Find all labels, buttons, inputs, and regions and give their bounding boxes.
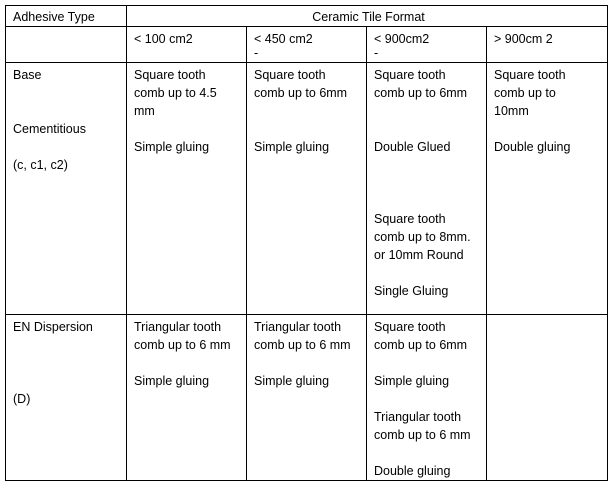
comb-text: comb up to 8mm. bbox=[374, 230, 471, 244]
cementitious-f2-cell bbox=[247, 63, 367, 315]
comb-text: Square tooth bbox=[254, 68, 326, 82]
cementitious-f1-cell bbox=[127, 63, 247, 315]
cementitious-name-line2: Cementitious bbox=[13, 122, 86, 136]
cementitious-name-cell bbox=[6, 63, 127, 315]
format-cell-f4 bbox=[487, 27, 608, 63]
comb-text: Triangular tooth bbox=[374, 410, 462, 424]
adhesive-type-header bbox=[6, 6, 127, 27]
comb-text: or 10mm Round bbox=[374, 248, 464, 262]
format-label-f3: < 900cm2 bbox=[374, 32, 430, 46]
comb-text: Triangular tooth bbox=[134, 320, 222, 334]
format-label-f4: > 900cm 2 bbox=[494, 32, 553, 46]
ceramic-tile-format-header bbox=[127, 6, 608, 27]
cementitious-f3-cell bbox=[367, 63, 487, 315]
comb-text: Triangular tooth bbox=[254, 320, 342, 334]
cementitious-f4-cell bbox=[487, 63, 608, 315]
gluing-text: Double gluing bbox=[494, 140, 571, 154]
dispersion-f3-cell bbox=[367, 315, 487, 481]
comb-text: comb up to 6mm bbox=[374, 86, 468, 100]
dispersion-f2-cell bbox=[247, 315, 367, 481]
cementitious-name-line1: Base bbox=[13, 68, 42, 82]
gluing-text: Double gluing bbox=[374, 464, 451, 478]
comb-text: comb up to 4.5 bbox=[134, 86, 217, 100]
dispersion-row bbox=[6, 315, 608, 481]
comb-text: comb up to 6mm bbox=[254, 86, 348, 100]
format-cell-f3 bbox=[367, 27, 487, 63]
comb-text: comb up to 6 mm bbox=[254, 338, 351, 352]
format-label-f2: < 450 cm2 bbox=[254, 32, 313, 46]
comb-text: comb up to 6 mm bbox=[134, 338, 231, 352]
format-mark-f3: - bbox=[374, 46, 379, 60]
header-row bbox=[6, 6, 608, 27]
format-cell-f1 bbox=[127, 27, 247, 63]
gluing-text: Simple gluing bbox=[254, 374, 330, 388]
comb-text: Square tooth bbox=[374, 212, 446, 226]
format-cell-f2 bbox=[247, 27, 367, 63]
comb-text: Square tooth bbox=[374, 320, 446, 334]
ceramic-tile-format-header-text: Ceramic Tile Format bbox=[312, 10, 425, 24]
gluing-text: Single Gluing bbox=[374, 284, 449, 298]
comb-text: comb up to bbox=[494, 86, 556, 100]
comb-text: mm bbox=[134, 104, 155, 118]
format-row-blank-cell bbox=[6, 27, 127, 63]
dispersion-name-cell bbox=[6, 315, 127, 481]
gluing-text: Simple gluing bbox=[134, 140, 210, 154]
comb-text: Square tooth bbox=[374, 68, 446, 82]
format-row bbox=[6, 27, 608, 63]
adhesive-type-header-text: Adhesive Type bbox=[13, 10, 95, 24]
gluing-text: Double Glued bbox=[374, 140, 451, 154]
dispersion-f1-cell bbox=[127, 315, 247, 481]
dispersion-name-line1: EN Dispersion bbox=[13, 320, 93, 334]
gluing-text: Simple gluing bbox=[134, 374, 210, 388]
format-mark-f2: - bbox=[254, 46, 259, 60]
gluing-text: Simple gluing bbox=[254, 140, 330, 154]
comb-text: Square tooth bbox=[494, 68, 566, 82]
comb-text: Square tooth bbox=[134, 68, 206, 82]
comb-text: comb up to 6 mm bbox=[374, 428, 471, 442]
tile-adhesive-table bbox=[5, 5, 608, 481]
cementitious-row bbox=[6, 63, 608, 315]
cementitious-name-line3: (c, c1, c2) bbox=[13, 158, 68, 172]
gluing-text: Simple gluing bbox=[374, 374, 450, 388]
comb-text: 10mm bbox=[494, 104, 529, 118]
format-label-f1: < 100 cm2 bbox=[134, 32, 193, 46]
dispersion-f4-cell bbox=[487, 315, 608, 481]
dispersion-name-line2: (D) bbox=[13, 392, 31, 406]
comb-text: comb up to 6mm bbox=[374, 338, 468, 352]
